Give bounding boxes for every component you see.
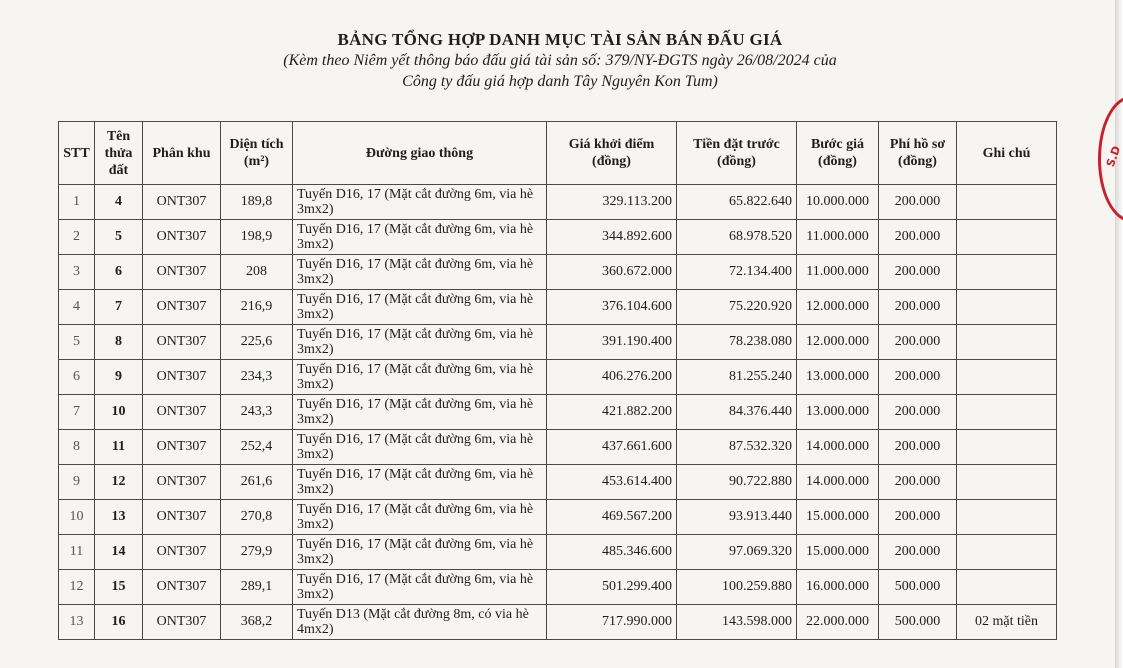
cell-buoc: 10.000.000 (797, 185, 879, 220)
cell-duong: Tuyến D16, 17 (Mặt cắt đường 6m, via hè 3mx2) (293, 185, 547, 220)
cell-duong: Tuyến D16, 17 (Mặt cắt đường 6m, via hè 3mx2) (293, 430, 547, 465)
cell-dien-tich: 279,9 (221, 535, 293, 570)
cell-gia: 717.990.000 (547, 605, 677, 640)
table-row (59, 255, 1057, 290)
cell-duong: Tuyến D16, 17 (Mặt cắt đường 6m, via hè 3mx2) (293, 325, 547, 360)
cell-buoc: 16.000.000 (797, 570, 879, 605)
cell-ghi-chu (957, 185, 1057, 220)
cell-tien: 100.259.880 (677, 570, 797, 605)
document-title: BẢNG TỔNG HỢP DANH MỤC TÀI SẢN BÁN ĐẤU GIÁ (337, 30, 783, 49)
cell-thua: 15 (95, 570, 143, 605)
cell-dien-tich: 225,6 (221, 325, 293, 360)
cell-phi: 200.000 (879, 360, 957, 395)
cell-khu: ONT307 (143, 185, 221, 220)
col-header-buoc-gia: Bước giá (đồng) (797, 122, 879, 185)
cell-khu: ONT307 (143, 255, 221, 290)
cell-khu: ONT307 (143, 360, 221, 395)
cell-phi: 200.000 (879, 325, 957, 360)
cell-dien-tich: 189,8 (221, 185, 293, 220)
cell-khu: ONT307 (143, 535, 221, 570)
cell-khu: ONT307 (143, 570, 221, 605)
cell-thua: 14 (95, 535, 143, 570)
cell-khu: ONT307 (143, 395, 221, 430)
cell-thua: 6 (95, 255, 143, 290)
cell-duong: Tuyến D13 (Mặt cắt đường 8m, có via hè 4mx2) (293, 605, 547, 640)
col-header-phi-ho-so: Phí hồ sơ (đồng) (879, 122, 957, 185)
col-header-ghi-chu: Ghi chú (957, 122, 1057, 185)
cell-dien-tich: 216,9 (221, 290, 293, 325)
cell-khu: ONT307 (143, 290, 221, 325)
col-header-tien-dat-truoc: Tiền đặt trước (đồng) (677, 122, 797, 185)
cell-stt: 12 (59, 570, 95, 605)
cell-dien-tich: 252,4 (221, 430, 293, 465)
cell-tien: 84.376.440 (677, 395, 797, 430)
cell-stt: 8 (59, 430, 95, 465)
cell-ghi-chu (957, 290, 1057, 325)
col-header-dien-tich: Diện tích (m²) (221, 122, 293, 185)
cell-thua: 8 (95, 325, 143, 360)
cell-stt: 1 (59, 185, 95, 220)
cell-duong: Tuyến D16, 17 (Mặt cắt đường 6m, via hè 3mx2) (293, 255, 547, 290)
cell-thua: 9 (95, 360, 143, 395)
cell-phi: 200.000 (879, 535, 957, 570)
table-row (59, 325, 1057, 360)
cell-dien-tich: 234,3 (221, 360, 293, 395)
cell-tien: 97.069.320 (677, 535, 797, 570)
cell-stt: 13 (59, 605, 95, 640)
cell-ghi-chu: 02 mặt tiền (957, 605, 1057, 640)
cell-duong: Tuyến D16, 17 (Mặt cắt đường 6m, via hè 3mx2) (293, 500, 547, 535)
asset-table (58, 121, 1057, 640)
cell-ghi-chu (957, 395, 1057, 430)
table-row (59, 430, 1057, 465)
table-row (59, 535, 1057, 570)
cell-ghi-chu (957, 430, 1057, 465)
col-header-phan-khu: Phân khu (143, 122, 221, 185)
cell-tien: 68.978.520 (677, 220, 797, 255)
cell-buoc: 22.000.000 (797, 605, 879, 640)
cell-duong: Tuyến D16, 17 (Mặt cắt đường 6m, via hè 3mx2) (293, 395, 547, 430)
cell-phi: 500.000 (879, 605, 957, 640)
cell-thua: 13 (95, 500, 143, 535)
cell-gia: 501.299.400 (547, 570, 677, 605)
cell-buoc: 15.000.000 (797, 535, 879, 570)
cell-dien-tich: 243,3 (221, 395, 293, 430)
table-row (59, 605, 1057, 640)
col-header-gia-khoi-diem: Giá khởi điểm (đồng) (547, 122, 677, 185)
cell-duong: Tuyến D16, 17 (Mặt cắt đường 6m, via hè 3mx2) (293, 465, 547, 500)
cell-stt: 10 (59, 500, 95, 535)
cell-gia: 391.190.400 (547, 325, 677, 360)
cell-thua: 5 (95, 220, 143, 255)
table-row (59, 290, 1057, 325)
cell-duong: Tuyến D16, 17 (Mặt cắt đường 6m, via hè 3mx2) (293, 360, 547, 395)
cell-ghi-chu (957, 220, 1057, 255)
table-body (59, 185, 1057, 640)
cell-khu: ONT307 (143, 325, 221, 360)
cell-phi: 200.000 (879, 500, 957, 535)
table-row (59, 465, 1057, 500)
cell-phi: 200.000 (879, 430, 957, 465)
cell-buoc: 15.000.000 (797, 500, 879, 535)
cell-duong: Tuyến D16, 17 (Mặt cắt đường 6m, via hè 3mx2) (293, 535, 547, 570)
cell-tien: 72.134.400 (677, 255, 797, 290)
cell-tien: 93.913.440 (677, 500, 797, 535)
cell-gia: 469.567.200 (547, 500, 677, 535)
cell-ghi-chu (957, 535, 1057, 570)
cell-dien-tich: 270,8 (221, 500, 293, 535)
cell-thua: 7 (95, 290, 143, 325)
table-row (59, 570, 1057, 605)
cell-khu: ONT307 (143, 500, 221, 535)
cell-buoc: 14.000.000 (797, 430, 879, 465)
table-row (59, 500, 1057, 535)
cell-duong: Tuyến D16, 17 (Mặt cắt đường 6m, via hè 3mx2) (293, 220, 547, 255)
cell-gia: 344.892.600 (547, 220, 677, 255)
table-row (59, 220, 1057, 255)
col-header-stt: STT (59, 122, 95, 185)
document-header (200, 30, 920, 92)
cell-khu: ONT307 (143, 465, 221, 500)
cell-gia: 453.614.400 (547, 465, 677, 500)
cell-phi: 200.000 (879, 255, 957, 290)
cell-ghi-chu (957, 325, 1057, 360)
cell-gia: 421.882.200 (547, 395, 677, 430)
stamp-lettering: S.D (1103, 144, 1123, 169)
col-header-duong-giao-thong: Đường giao thông (293, 122, 547, 185)
table-row (59, 360, 1057, 395)
cell-gia: 360.672.000 (547, 255, 677, 290)
cell-thua: 11 (95, 430, 143, 465)
document-subtitle-line2: Công ty đấu giá hợp danh Tây Nguyên Kon Tum) (402, 73, 718, 90)
cell-tien: 78.238.080 (677, 325, 797, 360)
cell-ghi-chu (957, 255, 1057, 290)
cell-tien: 90.722.880 (677, 465, 797, 500)
cell-dien-tich: 289,1 (221, 570, 293, 605)
cell-buoc: 11.000.000 (797, 255, 879, 290)
cell-phi: 200.000 (879, 465, 957, 500)
cell-tien: 87.532.320 (677, 430, 797, 465)
cell-stt: 4 (59, 290, 95, 325)
cell-khu: ONT307 (143, 220, 221, 255)
cell-phi: 200.000 (879, 185, 957, 220)
cell-thua: 4 (95, 185, 143, 220)
cell-stt: 6 (59, 360, 95, 395)
cell-tien: 143.598.000 (677, 605, 797, 640)
cell-stt: 3 (59, 255, 95, 290)
cell-thua: 16 (95, 605, 143, 640)
cell-buoc: 12.000.000 (797, 290, 879, 325)
cell-dien-tich: 208 (221, 255, 293, 290)
cell-thua: 12 (95, 465, 143, 500)
cell-buoc: 13.000.000 (797, 360, 879, 395)
cell-duong: Tuyến D16, 17 (Mặt cắt đường 6m, via hè 3mx2) (293, 570, 547, 605)
cell-buoc: 14.000.000 (797, 465, 879, 500)
cell-phi: 200.000 (879, 220, 957, 255)
cell-ghi-chu (957, 500, 1057, 535)
cell-thua: 10 (95, 395, 143, 430)
cell-ghi-chu (957, 360, 1057, 395)
cell-buoc: 11.000.000 (797, 220, 879, 255)
cell-tien: 75.220.920 (677, 290, 797, 325)
cell-stt: 5 (59, 325, 95, 360)
table-header-row (59, 122, 1057, 185)
cell-stt: 9 (59, 465, 95, 500)
cell-gia: 485.346.600 (547, 535, 677, 570)
cell-stt: 2 (59, 220, 95, 255)
cell-buoc: 12.000.000 (797, 325, 879, 360)
cell-phi: 500.000 (879, 570, 957, 605)
table-row (59, 395, 1057, 430)
cell-stt: 7 (59, 395, 95, 430)
document-subtitle-line1: (Kèm theo Niêm yết thông báo đấu giá tài sản số: 379/NY-ĐGTS ngày 26/08/2024 của (283, 52, 837, 69)
cell-phi: 200.000 (879, 290, 957, 325)
cell-khu: ONT307 (143, 430, 221, 465)
cell-tien: 81.255.240 (677, 360, 797, 395)
cell-phi: 200.000 (879, 395, 957, 430)
cell-dien-tich: 261,6 (221, 465, 293, 500)
cell-khu: ONT307 (143, 605, 221, 640)
cell-dien-tich: 198,9 (221, 220, 293, 255)
table-row (59, 185, 1057, 220)
cell-duong: Tuyến D16, 17 (Mặt cắt đường 6m, via hè 3mx2) (293, 290, 547, 325)
cell-ghi-chu (957, 465, 1057, 500)
cell-stt: 11 (59, 535, 95, 570)
cell-gia: 437.661.600 (547, 430, 677, 465)
cell-gia: 406.276.200 (547, 360, 677, 395)
cell-gia: 329.113.200 (547, 185, 677, 220)
col-header-ten-thua-dat: Tên thửa đất (95, 122, 143, 185)
cell-ghi-chu (957, 570, 1057, 605)
cell-dien-tich: 368,2 (221, 605, 293, 640)
cell-buoc: 13.000.000 (797, 395, 879, 430)
cell-tien: 65.822.640 (677, 185, 797, 220)
cell-gia: 376.104.600 (547, 290, 677, 325)
